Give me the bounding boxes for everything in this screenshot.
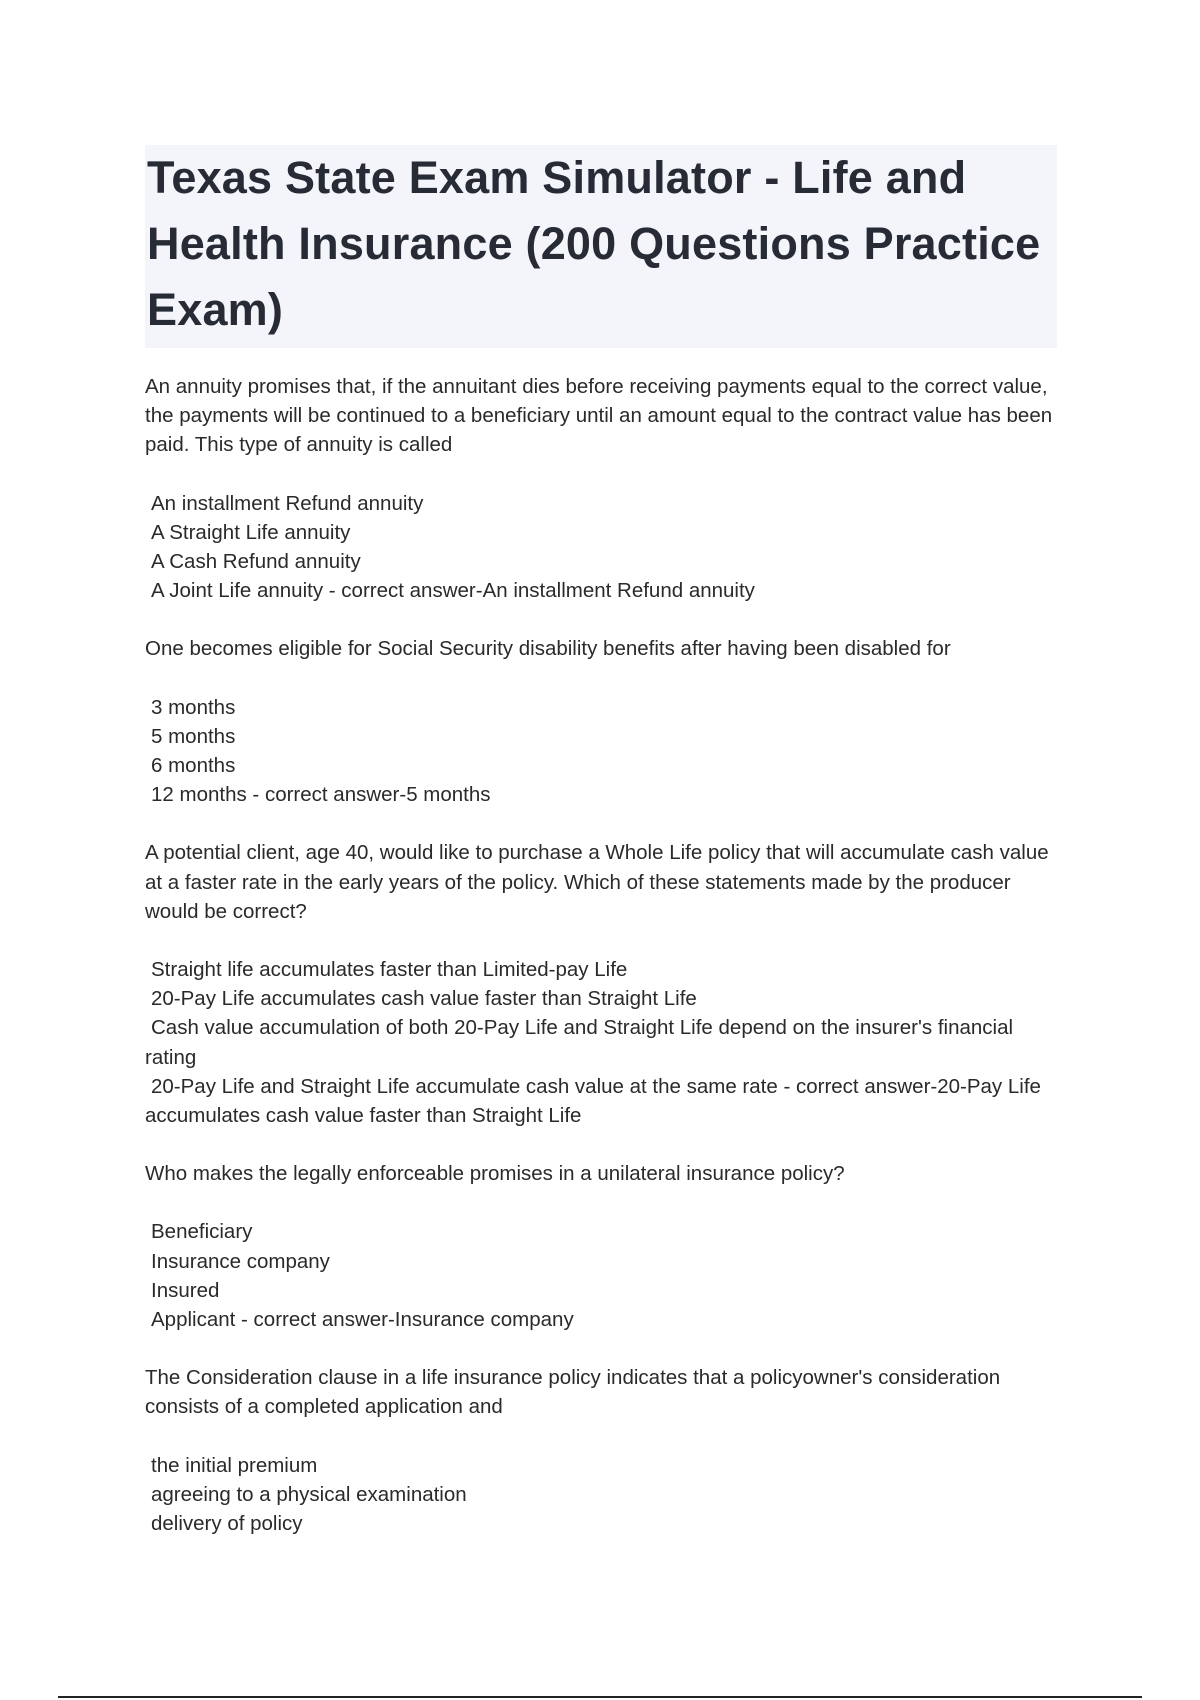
question-block	[145, 634, 1060, 809]
question-block	[145, 838, 1060, 1130]
question-prompt: Who makes the legally enforceable promises in a unilateral insurance policy?	[145, 1162, 845, 1186]
question-prompt: One becomes eligible for Social Security disability benefits after having been disabled for	[145, 637, 951, 661]
question-prompt: An annuity promises that, if the annuitant dies before receiving payments equal to the correct value, the payments will be continued to a beneficiary until an amount equal to the contract value has been paid. This type of annuity is called	[145, 375, 1053, 457]
answer-option-with-correct-answer: Applicant - correct answer-Insurance company	[151, 1308, 574, 1332]
document-title: Texas State Exam Simulator - Life and Health Insurance (200 Questions Practice Exam)	[147, 152, 1041, 335]
answer-option: Straight life accumulates faster than Limited-pay Life	[151, 958, 628, 982]
answer-option: A Straight Life annuity	[151, 520, 351, 544]
question-block	[145, 1159, 1060, 1334]
answer-options	[145, 1217, 1060, 1334]
question-block	[145, 1363, 1060, 1538]
answer-option: Insurance company	[151, 1249, 330, 1273]
answer-option-with-correct-answer: A Joint Life annuity - correct answer-An installment Refund annuity	[151, 579, 755, 603]
answer-option: Insured	[151, 1278, 220, 1302]
title-banner	[145, 145, 1057, 348]
question-prompt: A potential client, age 40, would like to purchase a Whole Life policy that will accumulate cash value at a faster rate in the early years of the policy. Which of these statements made by the producer would be correct?	[145, 841, 1049, 923]
question-prompt: The Consideration clause in a life insurance policy indicates that a policyowner's consideration consists of a completed application and	[145, 1366, 1001, 1419]
answer-option-with-correct-answer: 12 months - correct answer-5 months	[151, 783, 491, 807]
answer-option: agreeing to a physical examination	[151, 1482, 467, 1506]
question-block	[145, 372, 1060, 605]
answer-option: the initial premium	[151, 1453, 318, 1477]
answer-option: An installment Refund annuity	[151, 491, 424, 515]
answer-options	[145, 955, 1060, 1130]
page-bottom-divider	[58, 1696, 1142, 1698]
answer-option-with-correct-answer: 20-Pay Life and Straight Life accumulate cash value at the same rate - correct answer-20-Pay Life accumulates cash value faster than Straight Life	[145, 1074, 1047, 1128]
answer-options	[145, 1451, 1060, 1539]
answer-option: 5 months	[151, 724, 236, 748]
answer-option: delivery of policy	[151, 1512, 303, 1536]
answer-option: 6 months	[151, 754, 236, 778]
question-list	[145, 372, 1060, 1567]
answer-option: Beneficiary	[151, 1220, 253, 1244]
answer-option: 20-Pay Life accumulates cash value faster than Straight Life	[151, 987, 697, 1011]
answer-option: Cash value accumulation of both 20-Pay Life and Straight Life depend on the insurer's financial rating	[145, 1016, 1019, 1069]
answer-options	[145, 489, 1060, 606]
answer-option: A Cash Refund annuity	[151, 550, 361, 574]
answer-options	[145, 693, 1060, 810]
answer-option: 3 months	[151, 695, 236, 719]
